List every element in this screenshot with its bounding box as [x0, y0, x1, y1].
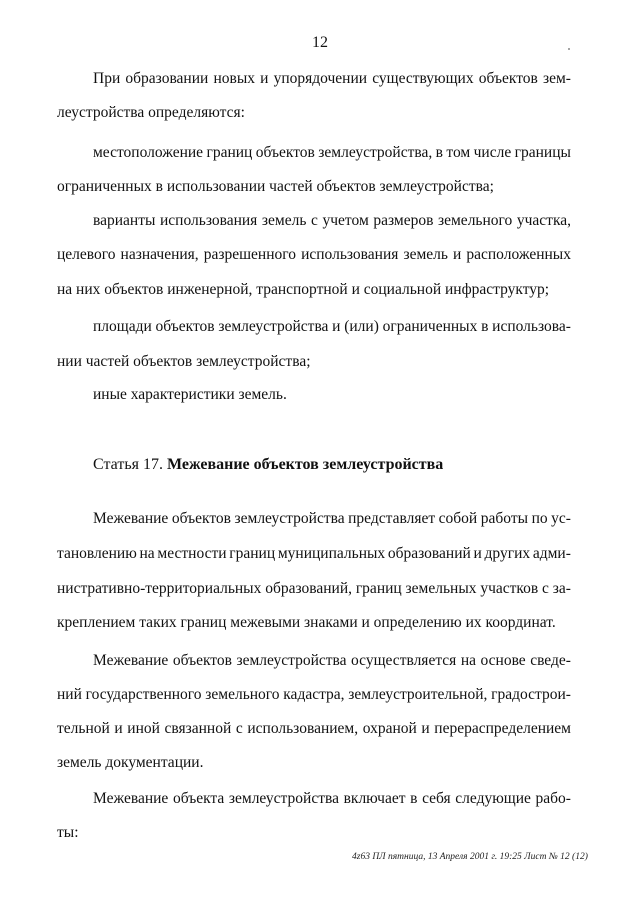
text-line: При образовании новых и упорядочении существующих объектов зем-: [93, 70, 571, 87]
text-line: Межевание объектов землеустройства осуществляется на основе сведе-: [93, 652, 571, 669]
text-line: площади объектов землеустройства и (или) ограниченных в использова-: [93, 318, 571, 335]
page-number: 12: [312, 34, 328, 51]
print-footer: 4z63 ПЛ пятница, 13 Апреля 2001 г. 19:25 Лист № 12 (12): [352, 852, 588, 862]
text-line: тановлению на местности границ муниципальных образований и других адми-: [57, 545, 571, 562]
text-line: тельной и иной связанной с использованием, охраной и перераспределением: [57, 720, 571, 737]
text-line: земель документации.: [57, 754, 204, 771]
article-number: Статья 17.: [93, 456, 163, 473]
text-line: местоположение границ объектов землеустройства, в том числе границы: [93, 144, 571, 161]
text-line: ты:: [57, 824, 79, 841]
text-line: ограниченных в использовании частей объектов землеустройства;: [57, 178, 494, 195]
text-line: варианты использования земель с учетом размеров земельного участка,: [93, 212, 571, 229]
text-line: иные характеристики земель.: [93, 386, 287, 403]
text-line: целевого назначения, разрешенного использования земель и расположенных: [57, 246, 571, 263]
text-line: Межевание объектов землеустройства представляет собой работы по ус-: [93, 510, 571, 527]
text-line: Межевание объекта землеустройства включает в себя следующие рабо-: [93, 790, 571, 807]
scan-speck: [568, 48, 570, 50]
article-heading: [93, 456, 443, 474]
text-line: ний государственного земельного кадастра, землеустроительной, градострои-: [57, 686, 571, 703]
article-title: Межевание объектов землеустройства: [166, 456, 444, 473]
text-line: креплением таких границ межевыми знаками и определению их координат.: [57, 614, 556, 631]
text-line: на них объектов инженерной, транспортной и социальной инфраструктур;: [57, 281, 550, 298]
text-line: нии частей объектов землеустройства;: [57, 353, 311, 370]
text-line: леустройства определяются:: [57, 104, 245, 121]
text-line: нистративно-территориальных образований, границ земельных участков с за-: [57, 580, 571, 597]
